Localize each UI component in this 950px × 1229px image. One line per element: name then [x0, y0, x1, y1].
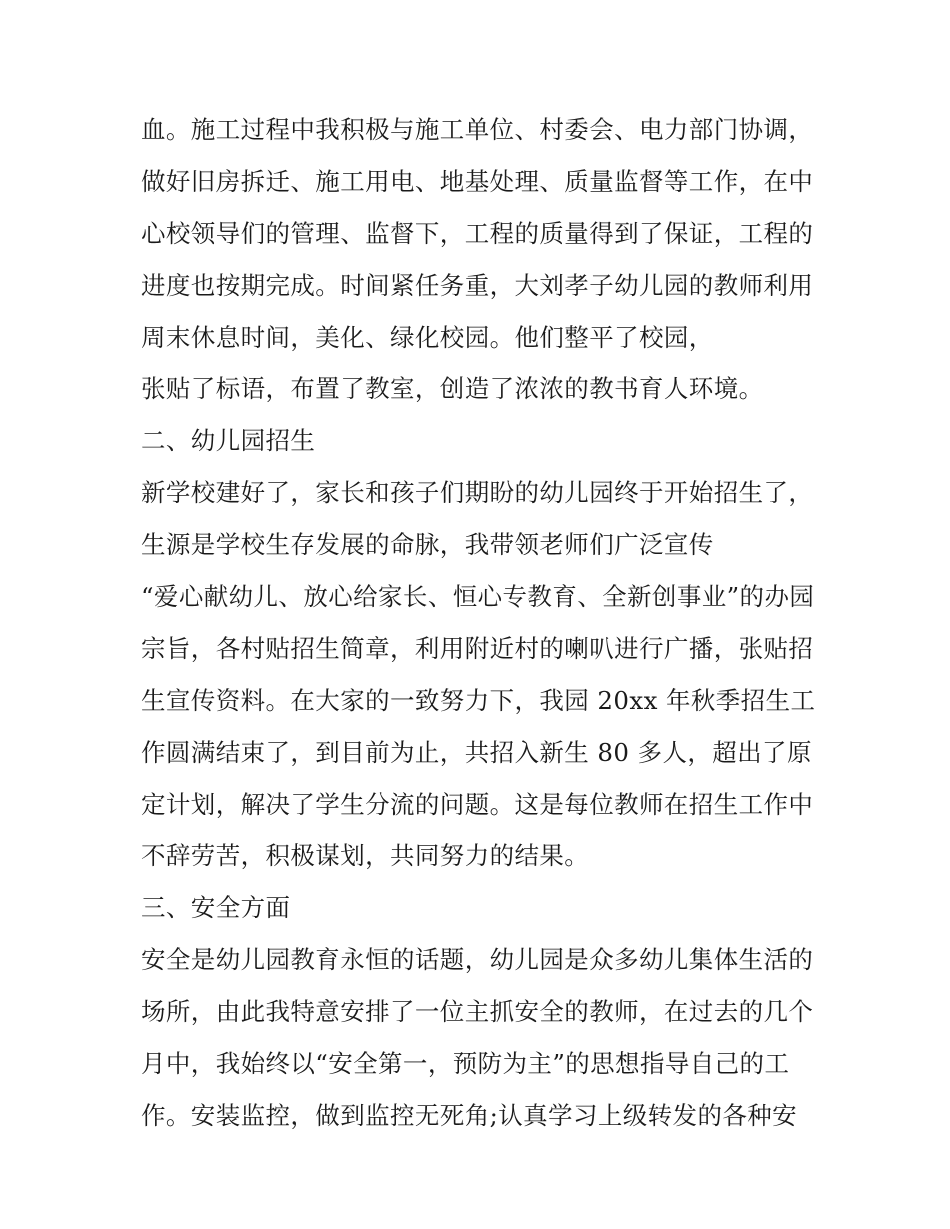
body-text-line: 张贴了标语，布置了教室，创造了浓浓的教书育人环境。 [141, 374, 764, 404]
section-heading: 三、安全方面 [141, 893, 291, 923]
body-text-line: 不辞劳苦，积极谋划，共同努力的结果。 [141, 841, 590, 871]
body-text-line: “爱心献幼儿、放心给家长、恒心专教育、全新创事业”的办园 [141, 582, 815, 612]
body-text-line: 周末休息时间，美化、绿化校园。他们整平了校园， [141, 322, 714, 352]
body-text-line: 血。施工过程中我积极与施工单位、村委会、电力部门协调， [141, 115, 814, 144]
body-text-line: 心校领导们的管理、监督下，工程的质量得到了保证，工程的 [141, 218, 814, 248]
body-text-line: 作。安装监控，做到监控无死角;认真学习上级转发的各种安 [141, 1100, 798, 1130]
body-text-line: 生宣传资料。在大家的一致努力下，我园 20xx 年秋季招生工 [141, 685, 816, 715]
body-text-line: 定计划，解决了学生分流的问题。这是每位教师在招生工作中 [141, 789, 814, 819]
body-text-line: 进度也按期完成。时间紧任务重，大刘孝子幼儿园的教师利用 [141, 270, 814, 300]
body-text-line: 新学校建好了，家长和孩子们期盼的幼儿园终于开始招生了， [141, 478, 814, 508]
body-text-line: 做好旧房拆迁、施工用电、地基处理、质量监督等工作，在中 [141, 166, 814, 196]
body-text-line: 月中，我始终以“安全第一，预防为主”的思想指导自己的工 [141, 1049, 790, 1079]
document-body [141, 104, 821, 1142]
body-text-line: 宗旨，各村贴招生简章，利用附近村的喇叭进行广播，张贴招 [141, 633, 814, 663]
body-text-line: 安全是幼儿园教育永恒的话题，幼儿园是众多幼儿集体生活的 [141, 945, 814, 975]
body-text-line: 作圆满结束了，到目前为止，共招入新生 80 多人，超出了原 [141, 737, 812, 767]
body-text-line: 场所，由此我特意安排了一位主抓安全的教师，在过去的几个 [141, 997, 814, 1027]
section-heading: 二、幼儿园招生 [141, 426, 316, 456]
body-text-line: 生源是学校生存发展的命脉，我带领老师们广泛宣传 [141, 530, 714, 560]
